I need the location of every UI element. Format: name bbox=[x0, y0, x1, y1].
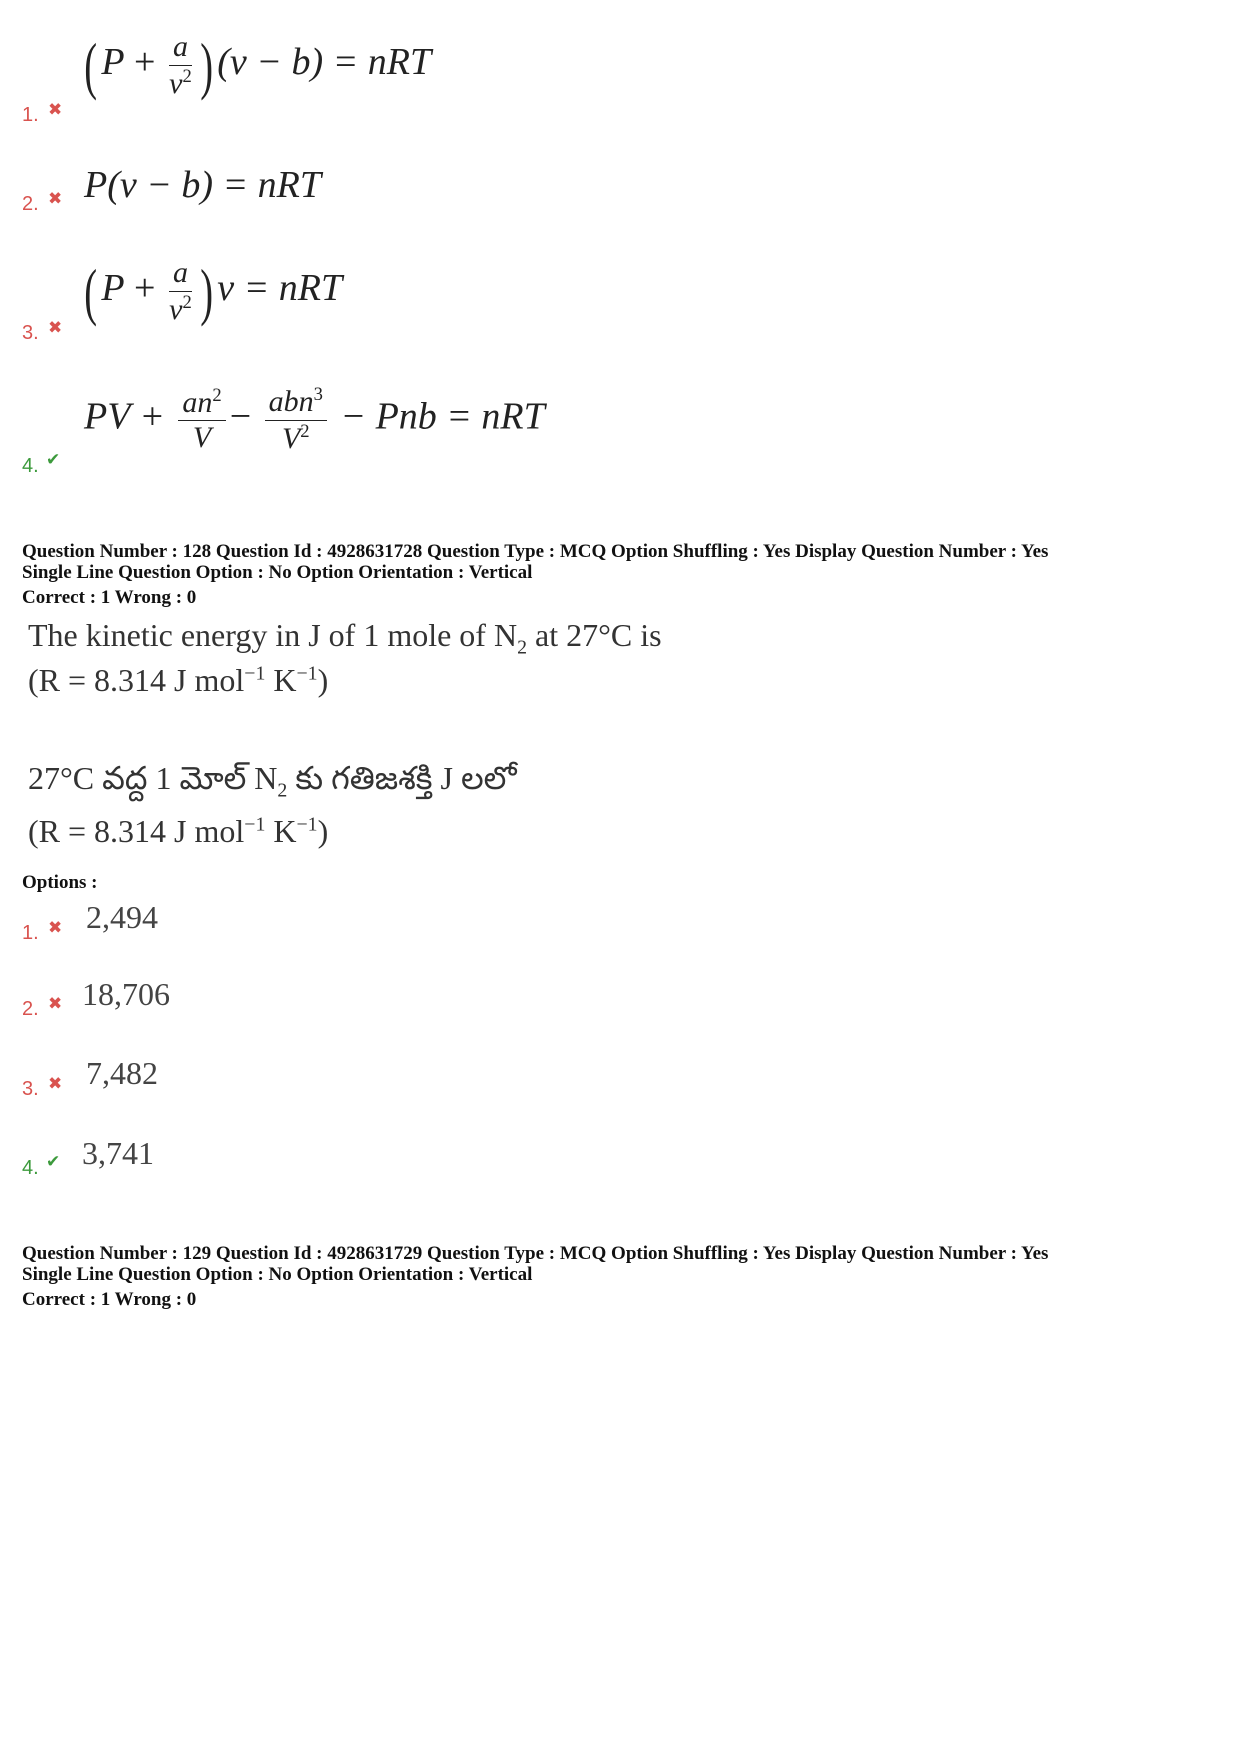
cross-icon: ✖ bbox=[48, 918, 63, 938]
option-number: 4. bbox=[22, 1157, 39, 1179]
equation-option-4: PV + $\frac{an^2}{V}$ − $\frac{abn^3}{V^2}$ − Pnb = nRT bbox=[84, 384, 545, 455]
cross-icon: ✖ bbox=[48, 189, 63, 209]
option-number: 2. bbox=[22, 193, 39, 215]
equation-option-1: ( P + $\frac{a}{v^2}$ ) (v − b) = nRT bbox=[84, 29, 432, 101]
cross-icon: ✖ bbox=[48, 100, 63, 120]
question-meta: Question Number : 128 Question Id : 4928631728 Question Type : MCQ Option Shuffling : Yes Display Question Number : Yes Single Line Question Option : No Option Orientation : Vertical bbox=[22, 541, 1049, 583]
option-value: 18,706 bbox=[82, 976, 170, 1012]
check-icon: ✔ bbox=[46, 450, 61, 470]
option-number: 4. bbox=[22, 455, 39, 477]
option-number: 2. bbox=[22, 998, 39, 1020]
option-number: 1. bbox=[22, 104, 39, 126]
options-label: Options : bbox=[22, 872, 98, 893]
marking-scheme: Correct : 1 Wrong : 0 bbox=[22, 587, 197, 608]
cross-icon: ✖ bbox=[48, 318, 63, 338]
check-icon: ✔ bbox=[46, 1152, 61, 1172]
option-value: 7,482 bbox=[86, 1055, 158, 1091]
gas-constant-note: (R = 8.314 J mol$^{-1}$ $K^{-1}$) bbox=[28, 813, 329, 849]
question-text-telugu: 27°C వద్ద 1 మోల్ $N_2$ కు గతిజశక్తి J లలో bbox=[28, 760, 517, 802]
equation-option-2: P(v − b) = nRT bbox=[84, 164, 322, 206]
marking-scheme: Correct : 1 Wrong : 0 bbox=[22, 1289, 197, 1310]
option-number: 3. bbox=[22, 1078, 39, 1100]
cross-icon: ✖ bbox=[48, 994, 63, 1014]
gas-constant-note: (R = 8.314 J mol$^{-1}$ $K^{-1}$) bbox=[28, 662, 329, 698]
question-text-english: The kinetic energy in J of 1 mole of $N_2$ at 27°C is bbox=[28, 617, 662, 659]
question-meta: Question Number : 129 Question Id : 4928631729 Question Type : MCQ Option Shuffling : Yes Display Question Number : Yes Single Line Question Option : No Option Orientation : Vertical bbox=[22, 1243, 1049, 1285]
option-value: 2,494 bbox=[86, 899, 158, 935]
option-number: 1. bbox=[22, 922, 39, 944]
option-number: 3. bbox=[22, 322, 39, 344]
equation-option-3: ( P + $\frac{a}{v^2}$ ) v = nRT bbox=[84, 255, 343, 327]
option-value: 3,741 bbox=[82, 1135, 154, 1171]
cross-icon: ✖ bbox=[48, 1074, 63, 1094]
